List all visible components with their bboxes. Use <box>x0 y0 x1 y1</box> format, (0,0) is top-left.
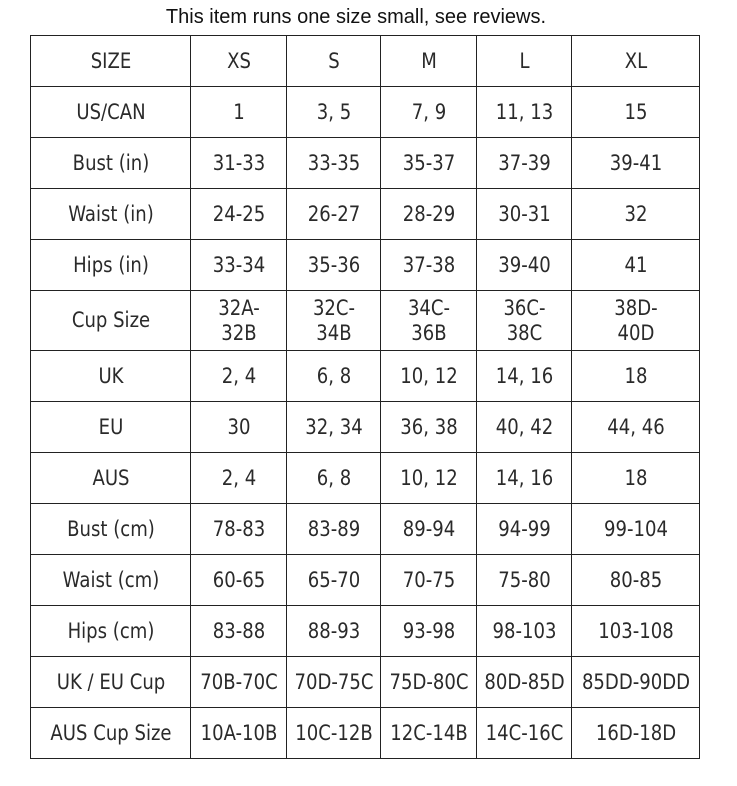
table-cell <box>197 291 280 351</box>
table-cell: 10, 12 <box>387 453 470 504</box>
table-cell: 80-85 <box>580 555 690 606</box>
table-cell: 37-38 <box>387 240 470 291</box>
table-cell: 32, 34 <box>293 402 374 453</box>
table-cell: 10C-12B <box>293 708 374 759</box>
table-cell: 88-93 <box>293 606 374 657</box>
table-cell: 35-36 <box>293 240 374 291</box>
table-cell: 15 <box>580 87 690 138</box>
table-cell: 24-25 <box>197 189 280 240</box>
table-cell: 83-88 <box>197 606 280 657</box>
table-cell: 32 <box>580 189 690 240</box>
header-cell: S <box>293 36 374 87</box>
table-cell: 39-40 <box>483 240 565 291</box>
table-cell: 75-80 <box>483 555 565 606</box>
row-label-cell: Bust (cm) <box>42 504 180 555</box>
table-cell: 7, 9 <box>387 87 470 138</box>
table-cell: 70-75 <box>387 555 470 606</box>
table-row <box>31 240 700 291</box>
table-cell: 26-27 <box>293 189 374 240</box>
table-cell: 10, 12 <box>387 351 470 402</box>
table-cell: 40, 42 <box>483 402 565 453</box>
header-cell: SIZE <box>42 36 180 87</box>
row-label-cell: AUS <box>42 453 180 504</box>
table-cell: 3, 5 <box>293 87 374 138</box>
header-cell: XL <box>580 36 690 87</box>
table-cell: 93-98 <box>387 606 470 657</box>
table-cell: 28-29 <box>387 189 470 240</box>
table-cell: 11, 13 <box>483 87 565 138</box>
table-cell <box>293 291 374 351</box>
cell-text: 32A- 32B <box>217 295 260 345</box>
size-chart-table <box>30 35 700 759</box>
table-cell: 18 <box>580 351 690 402</box>
table-cell: 12C-14B <box>387 708 470 759</box>
cell-text: 38D- 40D <box>613 295 658 345</box>
row-label-cell: UK <box>42 351 180 402</box>
table-cell: 30 <box>197 402 280 453</box>
table-cell: 103-108 <box>580 606 690 657</box>
row-label-cell: EU <box>42 402 180 453</box>
row-label-cell: Hips (cm) <box>42 606 180 657</box>
table-cell: 16D-18D <box>580 708 690 759</box>
table-cell: 31-33 <box>197 138 280 189</box>
table-cell: 18 <box>580 453 690 504</box>
table-cell: 35-37 <box>387 138 470 189</box>
table-cell: 30-31 <box>483 189 565 240</box>
table-cell: 14C-16C <box>483 708 565 759</box>
table-cell: 10A-10B <box>197 708 280 759</box>
table-cell: 89-94 <box>387 504 470 555</box>
table-row <box>31 504 700 555</box>
table-row <box>31 555 700 606</box>
table-cell: 2, 4 <box>197 453 280 504</box>
table-cell: 83-89 <box>293 504 374 555</box>
table-cell: 14, 16 <box>483 351 565 402</box>
row-label-cell: Cup Size <box>42 291 180 351</box>
table-cell: 33-34 <box>197 240 280 291</box>
table-row <box>31 606 700 657</box>
table-cell: 65-70 <box>293 555 374 606</box>
table-cell: 44, 46 <box>580 402 690 453</box>
table-cell: 2, 4 <box>197 351 280 402</box>
table-cell: 70D-75C <box>293 657 374 708</box>
table-cell <box>580 291 690 351</box>
header-cell: M <box>387 36 470 87</box>
table-cell: 60-65 <box>197 555 280 606</box>
table-cell: 33-35 <box>293 138 374 189</box>
table-cell: 41 <box>580 240 690 291</box>
header-cell: L <box>483 36 565 87</box>
table-cell: 6, 8 <box>293 453 374 504</box>
table-cell: 78-83 <box>197 504 280 555</box>
row-label-cell: Bust (in) <box>42 138 180 189</box>
row-label-cell: UK / EU Cup <box>42 657 180 708</box>
table-cell: 1 <box>197 87 280 138</box>
table-cell: 14, 16 <box>483 453 565 504</box>
table-cell: 37-39 <box>483 138 565 189</box>
row-label-cell: Hips (in) <box>42 240 180 291</box>
table-cell: 99-104 <box>580 504 690 555</box>
row-label-cell: Waist (cm) <box>42 555 180 606</box>
table-cell: 80D-85D <box>483 657 565 708</box>
table-row <box>31 453 700 504</box>
table-cell: 98-103 <box>483 606 565 657</box>
size-note: This item runs one size small, see reviews. <box>165 6 547 28</box>
table-row <box>31 291 700 351</box>
table-header-row <box>31 36 700 87</box>
table-row <box>31 708 700 759</box>
cell-text: 36C- 38C <box>502 295 546 345</box>
table-row <box>31 351 700 402</box>
cell-text: 34C- 36B <box>407 295 450 345</box>
table-cell: 39-41 <box>580 138 690 189</box>
table-cell: 85DD-90DD <box>580 657 690 708</box>
row-label-cell: AUS Cup Size <box>42 708 180 759</box>
table-cell: 6, 8 <box>293 351 374 402</box>
table-cell: 75D-80C <box>387 657 470 708</box>
table-row <box>31 402 700 453</box>
row-label-cell: Waist (in) <box>42 189 180 240</box>
table-row <box>31 189 700 240</box>
table-row <box>31 87 700 138</box>
table-row <box>31 138 700 189</box>
table-cell <box>483 291 565 351</box>
header-cell: XS <box>197 36 280 87</box>
table-cell <box>387 291 470 351</box>
cell-text: 32C- 34B <box>312 295 355 345</box>
table-cell: 70B-70C <box>197 657 280 708</box>
table-cell: 94-99 <box>483 504 565 555</box>
table-row <box>31 657 700 708</box>
table-cell: 36, 38 <box>387 402 470 453</box>
row-label-cell: US/CAN <box>42 87 180 138</box>
